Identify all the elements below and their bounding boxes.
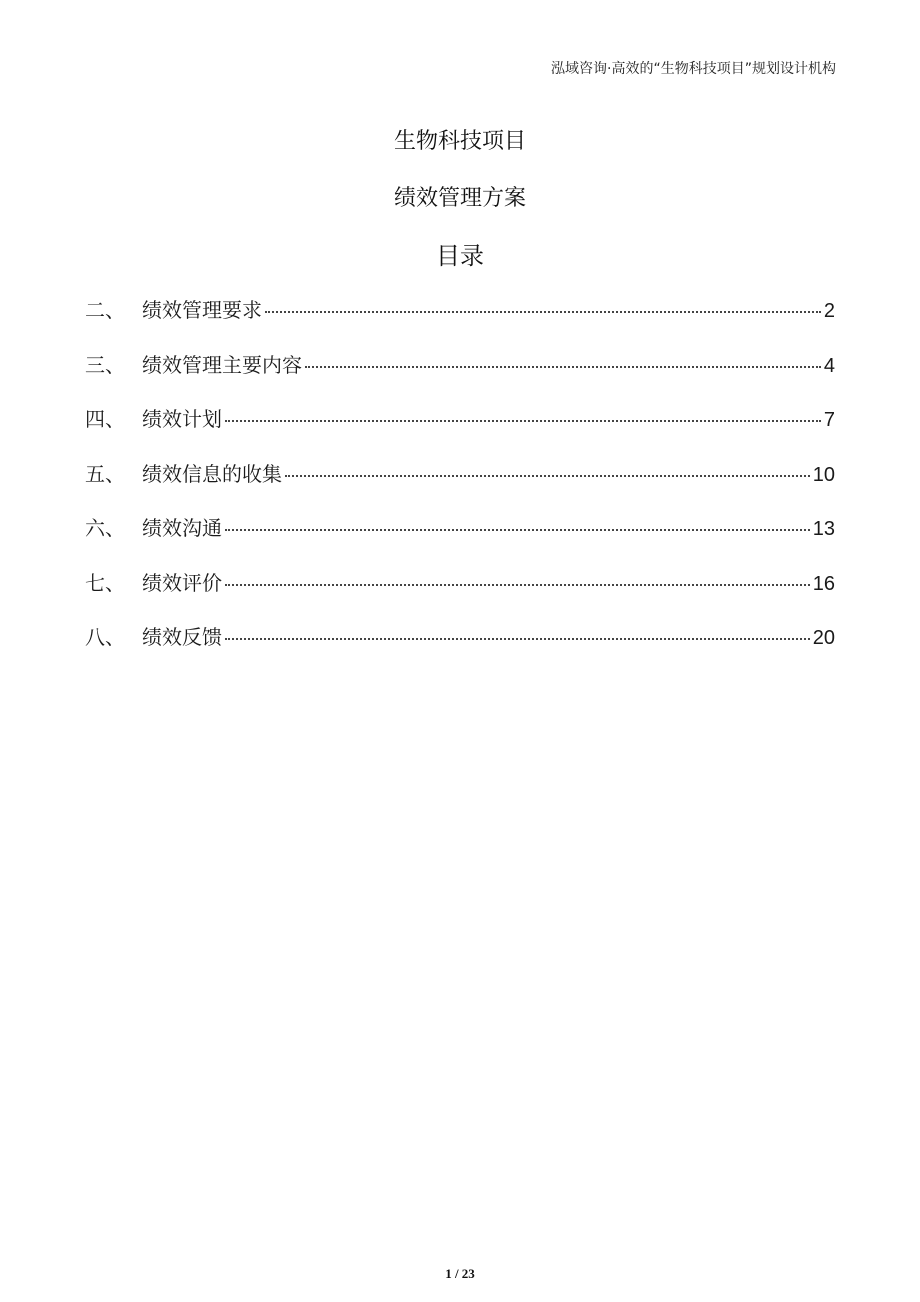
toc-entry[interactable] [85,621,835,648]
toc-entry-page: 13 [812,518,835,540]
toc-entry[interactable] [85,512,835,539]
toc-dot-leader [225,420,821,422]
toc-entry-page: 4 [823,354,835,377]
toc-heading: 目录 [436,242,484,270]
toc-dot-leader [305,366,821,368]
toc-dot-leader [225,638,810,640]
project-title: 生物科技项目 [393,129,526,154]
toc-entry[interactable] [85,294,835,321]
toc-entry[interactable] [85,567,835,594]
toc-entry-title: 绩效计划 [142,407,222,431]
toc-entry[interactable] [85,458,835,485]
table-of-contents [85,294,835,676]
toc-entry-number: 三、 [85,352,125,377]
toc-dot-leader [225,584,810,586]
toc-entry-number: 六、 [85,516,125,540]
toc-entry-number: 八、 [85,625,125,649]
toc-dot-leader [225,529,810,531]
page-number: 1 / 23 [445,1266,475,1281]
toc-entry-page: 7 [823,409,835,431]
toc-dot-leader [285,475,810,477]
toc-entry-title: 绩效信息的收集 [142,461,282,486]
toc-entry-number: 四、 [85,407,125,431]
toc-entry-title: 绩效反馈 [142,625,222,649]
toc-entry-page: 2 [823,300,835,322]
toc-entry-number: 七、 [85,570,125,595]
toc-entry-page: 20 [812,627,835,649]
toc-entry-title: 绩效评价 [142,570,222,595]
plan-title: 绩效管理方案 [393,186,526,211]
toc-dot-leader [265,311,821,313]
toc-entry[interactable] [85,403,835,430]
page-header: 泓域咨询·高效的“生物科技项目”规划设计机构 [551,61,836,77]
toc-entry-title: 绩效管理主要内容 [142,352,302,377]
toc-entry-number: 五、 [85,461,125,486]
toc-entry-page: 16 [812,572,835,595]
toc-entry-title: 绩效沟通 [142,516,222,540]
toc-entry[interactable] [85,349,835,376]
toc-entry-title: 绩效管理要求 [142,298,262,322]
toc-entry-number: 二、 [85,298,125,322]
toc-entry-page: 10 [812,463,835,486]
